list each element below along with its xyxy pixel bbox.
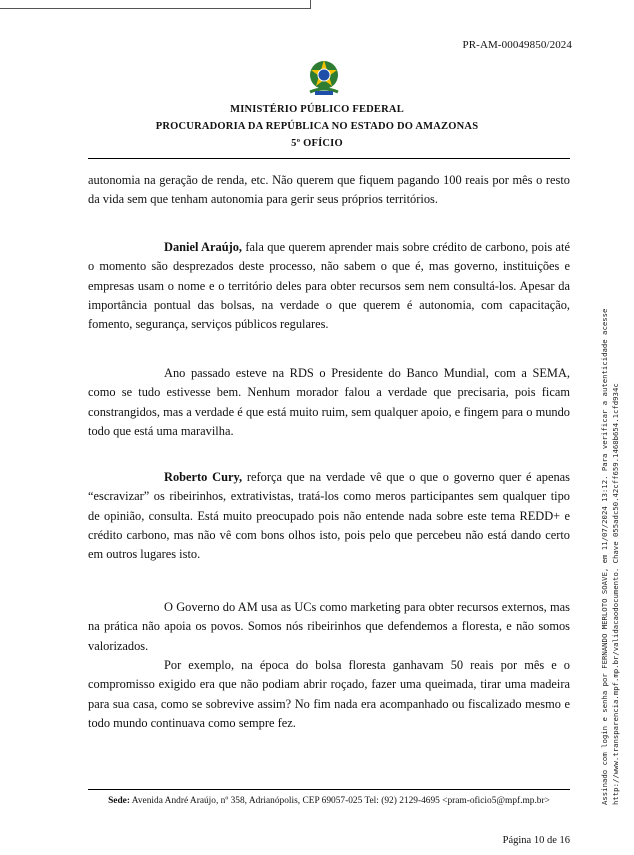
paragraph-5 — [88, 598, 570, 656]
paragraph-1 — [88, 171, 570, 210]
paragraph-4-text: reforça que na verdade vê que o que o governo quer é apenas “escravizar” os ribeirinhos, extrativistas, tratá-los como meros participantes sem qualquer tipo de opinião, consulta. Está muito preocupado pois não entende nada sobre este tema REDD+ e crédito carbono, mas não vê com bons olhos isto, pois pelo que percebeu não está dando certo em outros lugares isto. — [88, 470, 570, 562]
footer-address-text: Avenida André Araújo, nº 358, Adrianópolis, CEP 69057-025 Tel: (92) 2129-4695 <pram-oficio5@mpf.mp.br> — [129, 796, 550, 806]
paragraph-6-text: Por exemplo, na época do bolsa floresta ganhavam 50 reais por mês e o compromisso exigido era que não podiam abrir roçado, fazer uma queimada, tirar uma madeira para sua casa, como se sobrevive assim? No fim nada era acompanhado ou fiscalizado mesmo e todo mundo continuava como sempre fez. — [88, 658, 570, 730]
header-divider — [88, 158, 570, 159]
signature-line-1: Assinado com login e senha por FERNANDO MERLOTO SOAVE, em 11/07/2024 13:12. Para verificar a autenticidade acesse — [600, 308, 609, 805]
paragraph-2 — [88, 238, 570, 334]
speaker-name: Roberto Cury, — [164, 470, 243, 484]
page-number: Página 10 de 16 — [502, 835, 570, 846]
speaker-name: Daniel Araújo, — [164, 240, 243, 254]
top-stamp-fragment — [0, 0, 311, 9]
paragraph-6 — [88, 656, 570, 733]
footer-label: Sede: — [108, 796, 130, 806]
paragraph-3-text: Ano passado esteve na RDS o Presidente do Banco Mundial, com a SEMA, como se tudo estivesse bem. Nenhum morador falou a verdade que precisaria, pois ficam constrangidos, mas a verdade é que está muito ruim, sem qualquer apoio, e fingem para o mundo todo que está uma maravilha. — [88, 366, 570, 438]
institution-name: MINISTÉRIO PÚBLICO FEDERAL — [230, 104, 404, 115]
office-number: 5º OFÍCIO — [291, 138, 343, 149]
digital-signature-stamp — [599, 205, 621, 805]
document-id: PR-AM-00049850/2024 — [462, 39, 572, 51]
footer-divider — [88, 789, 570, 790]
paragraph-2-text: fala que querem aprender mais sobre crédito de carbono, pois até o momento são desprezados deste processo, não sabem o que é, mas governo, instituições e empresas usam o nome e o território deles para obter recursos sem nem consultá-los. Apesar da importância pontual das bolsas, na verdade o que querem é autonomia, com capacitação, fomento, segurança, serviços públicos regulares. — [88, 240, 570, 332]
paragraph-1-text: autonomia na geração de renda, etc. Não querem que fiquem pagando 100 reais por mês o resto da vida sem que tenham autonomia para gerir seus próprios territórios. — [88, 173, 570, 207]
paragraph-4 — [88, 468, 570, 564]
footer-address — [88, 795, 570, 808]
signature-line-2: http://www.transparencia.mpf.mp.br/validacaodocumento. Chave 055adc50.42cff659.1468b654.1cfd934c — [611, 383, 620, 805]
paragraph-5-text: O Governo do AM usa as UCs como marketing para obter recursos externos, mas na prática não apoia os povos. Somos nós ribeirinhos que defendemos a floresta, e não somos valorizados. — [88, 600, 570, 653]
paragraph-3 — [88, 364, 570, 441]
office-name: PROCURADORIA DA REPÚBLICA NO ESTADO DO AMAZONAS — [155, 121, 479, 132]
coat-of-arms-seal — [306, 58, 342, 98]
